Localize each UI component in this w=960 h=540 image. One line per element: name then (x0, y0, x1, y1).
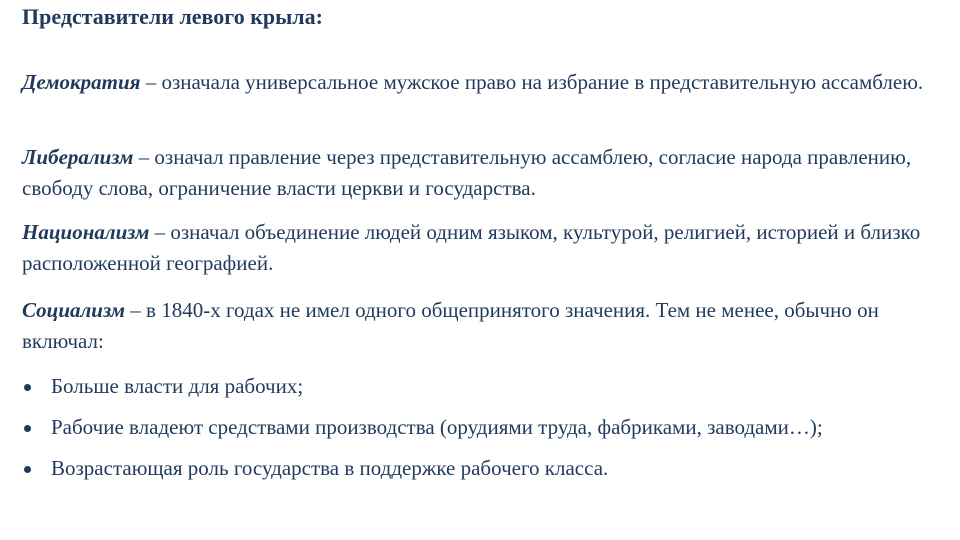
definition-term: Социализм (22, 298, 126, 322)
bullet-icon (24, 425, 31, 432)
definition-term: Либерализм (22, 145, 134, 169)
definition-term: Национализм (22, 220, 150, 244)
bullet-icon (24, 466, 31, 473)
definition-nationalism (22, 217, 947, 279)
bullet-icon (24, 384, 31, 391)
definition-text: в 1840-х годах не имел одного общепринятого значения. Тем не менее, обычно он включал: (22, 298, 879, 353)
definition-separator: – (149, 220, 171, 244)
definition-separator: – (133, 145, 155, 169)
definition-text: означала универсальное мужское право на избрание в представительную ассамблею. (161, 70, 924, 94)
definition-text: означал объединение людей одним языком, культурой, религией, историей и близко расположенной географией. (22, 220, 921, 275)
list-item (22, 453, 957, 494)
list-item-text: Рабочие владеют средствами производства (орудиями труда, фабриками, заводами…); (51, 415, 823, 439)
definition-separator: – (125, 298, 147, 322)
definition-democracy (22, 67, 947, 98)
slide-title: Представители левого крыла: (22, 4, 323, 29)
socialism-bullet-list (22, 371, 957, 494)
list-item (22, 412, 957, 453)
definition-socialism (22, 295, 947, 357)
definition-text: означал правление через представительную ассамблею, согласие народа правлению, свободу слова, ограничение власти церкви и государства. (22, 145, 912, 200)
definition-separator: – (140, 70, 162, 94)
list-item-text: Возрастающая роль государства в поддержке рабочего класса. (51, 456, 609, 480)
definition-liberalism (22, 142, 947, 204)
list-item-text: Больше власти для рабочих; (51, 374, 304, 398)
list-item (22, 371, 957, 412)
definition-term: Демократия (22, 70, 141, 94)
